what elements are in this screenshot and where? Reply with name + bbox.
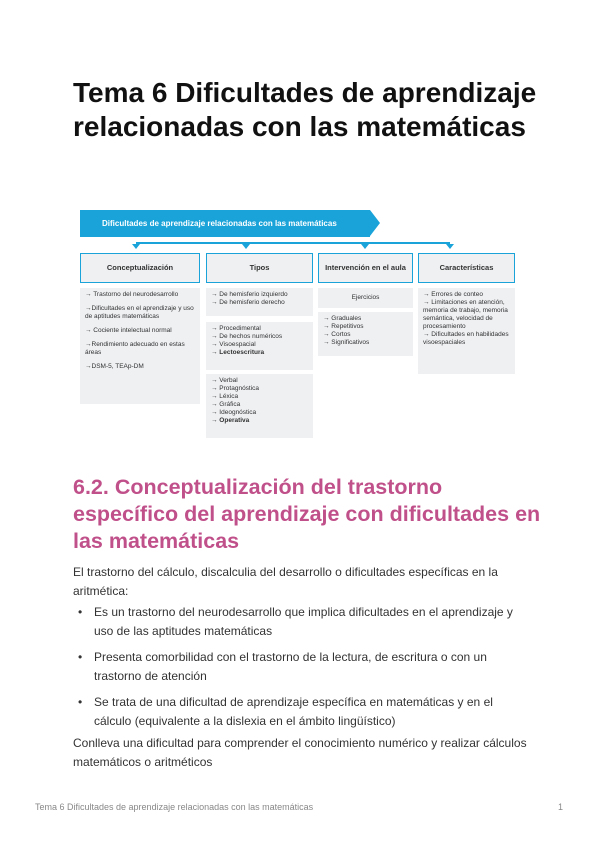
intervencion-item: → Repetitivos: [323, 323, 364, 330]
diagram-banner: Dificultades de aprendizaje relacionadas con las matemáticas: [80, 210, 370, 237]
tipos-box-dificultad: [206, 322, 313, 370]
connector-line: [136, 242, 450, 244]
connector-arrow: [361, 244, 369, 249]
column-header-intervencion: Intervención en el aula: [318, 253, 413, 283]
section-title: 6.2. Conceptualización del trastorno específico del aprendizaje con dificultades en las matemáticas: [73, 475, 541, 553]
tipo-item: → Léxica: [211, 393, 239, 400]
tipo-item: → Lectoescritura: [211, 349, 265, 356]
intervencion-item: → Graduales: [323, 315, 362, 322]
list-item: • Se trata de una dificultad de aprendizaje específica en matemáticas y en el cálculo (equivalente a la dislexia en el ámbito lingüístico): [73, 693, 533, 730]
tipo-item: → De hemisferio izquierdo: [211, 291, 288, 298]
concept-box: [80, 288, 200, 404]
concept-item: →Dificultades en el aprendizaje y uso de aptitudes matemáticas: [85, 305, 194, 320]
tipo-item: → Verbal: [211, 377, 238, 384]
caracteristica-item: → Limitaciones en atención, memoria de trabajo, memoria semántica, velocidad de procesamiento: [423, 299, 508, 330]
intervencion-item: → Cortos: [323, 331, 351, 338]
tipos-box-discalculia: [206, 374, 313, 438]
list-item: • Es un trastorno del neurodesarrollo que implica dificultades en el aprendizaje y uso de las aptitudes matemáticas: [73, 603, 533, 640]
concept-item: →DSM-5, TEAp-DM: [85, 363, 144, 370]
tipo-item: → Gráfica: [211, 401, 241, 408]
column-header-conceptualizacion: Conceptualización: [80, 253, 200, 283]
caracteristica-item: → Errores de conteo: [423, 291, 483, 298]
concept-item: → Cociente intelectual normal: [85, 327, 172, 334]
intervencion-box-caracter: [318, 312, 413, 356]
caracteristica-item: → Dificultades en habilidades visoespaciales: [423, 331, 509, 346]
list-item: • Presenta comorbilidad con el trastorno de la lectura, de escritura o con un trastorno de atención: [73, 648, 533, 685]
intro-paragraph: El trastorno del cálculo, discalculia del desarrollo o dificultades específicas en la aritmética:: [73, 565, 498, 598]
connector-arrow: [242, 244, 250, 249]
connector-arrow: [132, 244, 140, 249]
page-footer: Tema 6 Dificultades de aprendizaje relacionadas con las matemáticas: [35, 802, 314, 812]
intervencion-box-ejercicios: [318, 288, 413, 308]
concept-item: → Trastorno del neurodesarrollo: [85, 291, 179, 298]
intervencion-item: Ejercicios: [351, 294, 380, 301]
bullet-list: [73, 603, 533, 738]
conclusion-paragraph: Conlleva una dificultad para comprender el conocimiento numérico y realizar cálculos matemáticos o aritméticos: [73, 736, 527, 769]
tipos-box-hemisferio: [206, 288, 313, 316]
concept-item: →Rendimiento adecuado en estas áreas: [85, 341, 185, 356]
tipo-item: → De hechos numéricos: [211, 333, 283, 340]
tipo-item: → Visoespacial: [211, 341, 256, 348]
tipo-item: → Operativa: [211, 417, 250, 424]
tipo-item: → De hemisferio derecho: [211, 299, 285, 306]
tipo-item: → Procedimental: [211, 325, 261, 332]
intervencion-item: → Significativos: [323, 339, 370, 346]
concept-diagram: [80, 210, 520, 442]
banner-arrow-tip: [370, 210, 380, 236]
column-header-tipos: Tipos: [206, 253, 313, 283]
connector-arrow: [446, 244, 454, 249]
page-number: 1: [558, 802, 564, 812]
tipo-item: → Protagnóstica: [211, 385, 260, 392]
page-title: Tema 6 Dificultades de aprendizaje relacionadas con las matemáticas: [73, 77, 537, 142]
caracteristicas-box: [418, 288, 515, 374]
tipo-item: → Ideognóstica: [211, 409, 257, 416]
column-header-caracteristicas: Características: [418, 253, 515, 283]
